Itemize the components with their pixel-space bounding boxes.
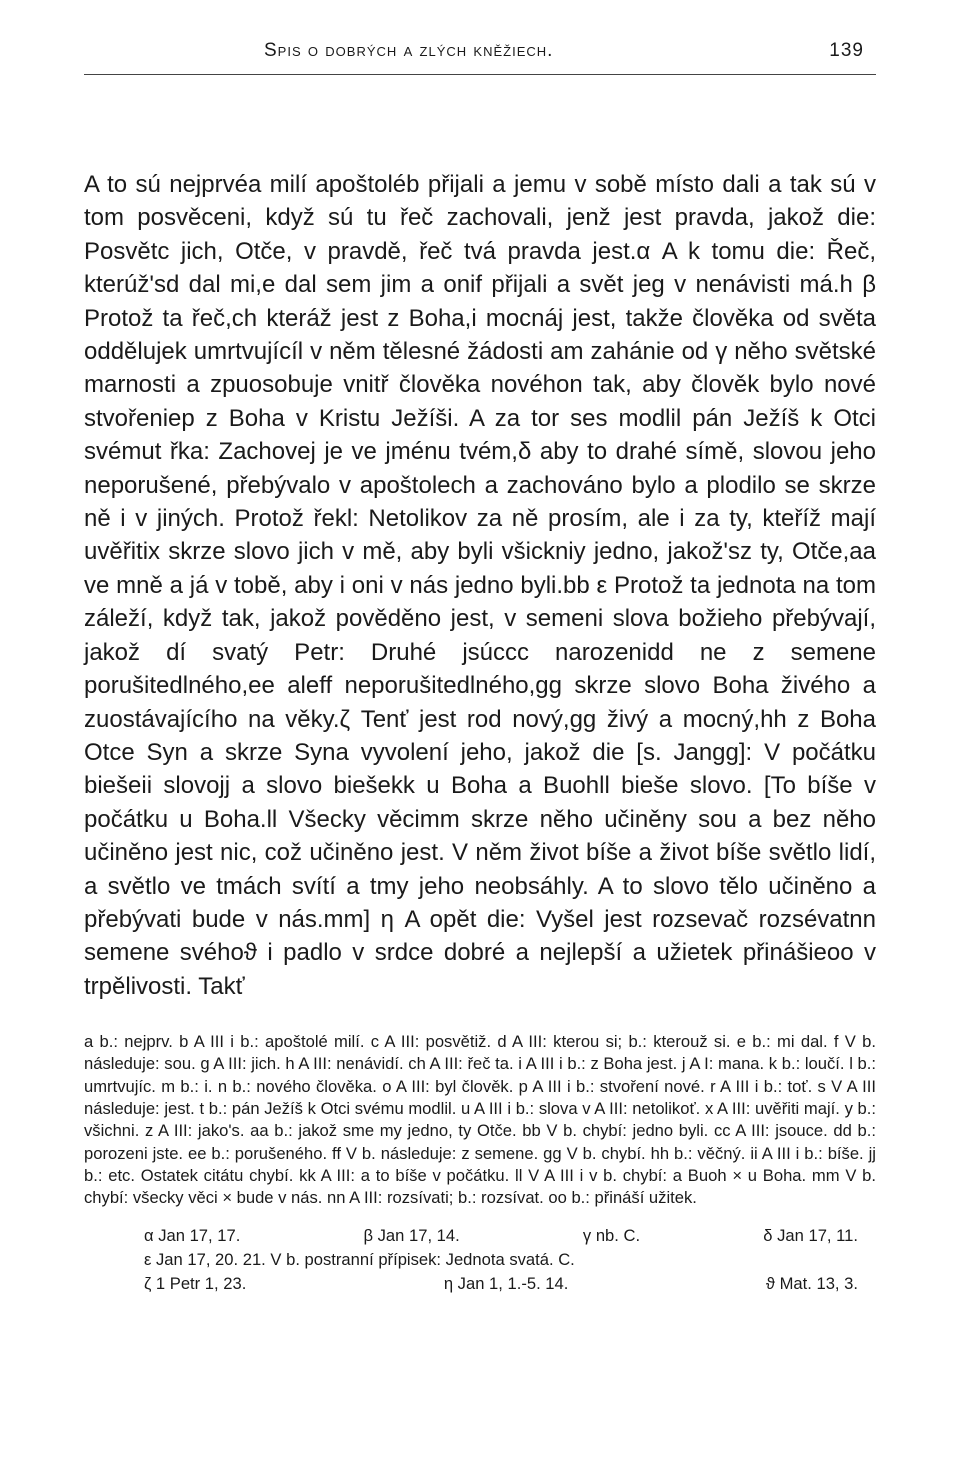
page-number: 139 [829,40,864,61]
biblical-ref-row [84,1224,876,1248]
biblical-ref: β Jan 17, 14. [363,1225,460,1245]
biblical-ref: γ nb. C. [582,1225,641,1245]
running-head [84,40,876,70]
biblical-ref: η Jan 1, 1.-5. 14. [443,1273,569,1293]
biblical-ref: α Jan 17, 17. [144,1225,241,1245]
biblical-references [84,1224,876,1296]
header-rule [84,74,876,75]
biblical-ref-row [84,1272,876,1296]
running-title: Spis o dobrých a zlých kněžiech. [264,40,554,61]
biblical-ref: δ Jan 17, 11. [763,1225,858,1245]
biblical-ref: ε Jan 17, 20. 21. V b. postranní přípisek: Jednota svatá. C. [144,1249,575,1269]
biblical-ref: ϑ Mat. 13, 3. [765,1273,858,1293]
page [84,40,876,1296]
biblical-ref-row [84,1248,876,1272]
biblical-ref: ζ 1 Petr 1, 23. [144,1273,247,1293]
main-text: A to sú nejprvéa milí apoštoléb přijali a jemu v sobě místo dali a tak sú v tom posvěceni, když sú tu řeč zachovali, jenž jest pravda, jakož die: Posvětc jich, Otče, v pravdě, řeč tvá pravda jest.α A k tomu die: Řeč, kterúž'sd dal mi,e dal sem jim a onif přijali a svět jeg v nenávisti má.h β Protož ta řeč,ch kteráž jest z Boha,i mocnáj jest, takže člověka od světa oddělujek umrtvujícíl v něm tělesné žádosti am zahánie od γ něho světské marnosti a zpuosobuje vnitř člověka novéhon tak, aby člověk bylo nové stvořeniep z Boha v Kristu Ježíši. A za tor ses modlil pán Ježíš k Otci svémut řka: Zachovej je ve jménu tvém,δ aby to drahé símě, slovou jeho neporušené, přebývalo v apoštolech a zachováno bylo a plodilo se skrze ně i v jiných. Protož řekl: Netolikov za ně prosím, ale i za ty, kteříž mají uvěřitix skrze slovo jich v mě, aby byli všickniy jedno, jakož'sz ty, Otče,aa ve mně a já v tobě, aby i oni v nás jedno byli.bb ε Protož ta jednota na tom záleží, když tak, jakož pověděno jest, v semeni slova božieho přebývají, jakož dí svatý Petr: Druhé jsúccc narozenidd ne z semene porušitedlného,ee aleff neporušitedlného,gg skrze slovo Boha živého a zuostávajícího na věky.ζ Tenť jest rod nový,gg živý a mocný,hh z Boha Otce Syn a skrze Syna vyvolení jeho, jakož die [s. Jangg]: V počátku biešeii slovojj a slovo biešekk u Boha a Buohll bieše slovo. [To bíše v počátku u Boha.ll Všecky věcimm skrze něho učiněny sou a bez něho učiněno jest nic, což učiněno jest. V něm život bíše a život bíše světlo lidí, a světlo ve tmách svítí a tmy jeho neobsáhly. A to slovo tělo učiněno a přebývati bude v nás.mm] η A opět die: Vyšel jest rozsevač rozsévatnn semene svéhoϑ i padlo v srdce dobré a nejlepší a užietek přinášieoo v trpělivosti. Takť [84,171,876,1000]
textual-footnotes: a b.: nejprv. b A III i b.: apoštolé milí. c A III: posvětiž. d A III: kterou si; b.: kterouž si. e b.: mi dal. f V b. následuje: sou. g A III: jich. h A III: nenávidí. ch A III: řeč ta. i A III i b.: z Boha jest. j A I: mana. k b.: loučí. l b.: umrtvujíc. m b.: i. n b.: nového člověka. o A III: byl člověk. p A III i b.: stvoření nové. r A III i b.: toť. s V A III následuje: jest. t b.: pán Ježíš k Otci svému modlil. u A III i b.: slova v A III: netolikoť. x A III: uvěřiti mají. y b.: všichni. z A III: jako's. aa b.: jakož sme my jedno, ty Otče. bb V b. chybí: jedno byli. cc A III: jsouce. dd b.: porozeni jste. ee b.: porušeného. ff V b. následuje: z semene. gg V b. chybí. hh b.: věčný. ii A III i b.: bíše. jj b.: etc. Ostatek citátu chybí. kk A III: a to bíše v počátku. ll V A III i v b. chybí: a Buoh × u Boha. mm V b. chybí: všecky věci × bude v nás. nn A III: rozsívati; b.: rozsívat. oo b.: přináší užitek. [84,1032,876,1208]
